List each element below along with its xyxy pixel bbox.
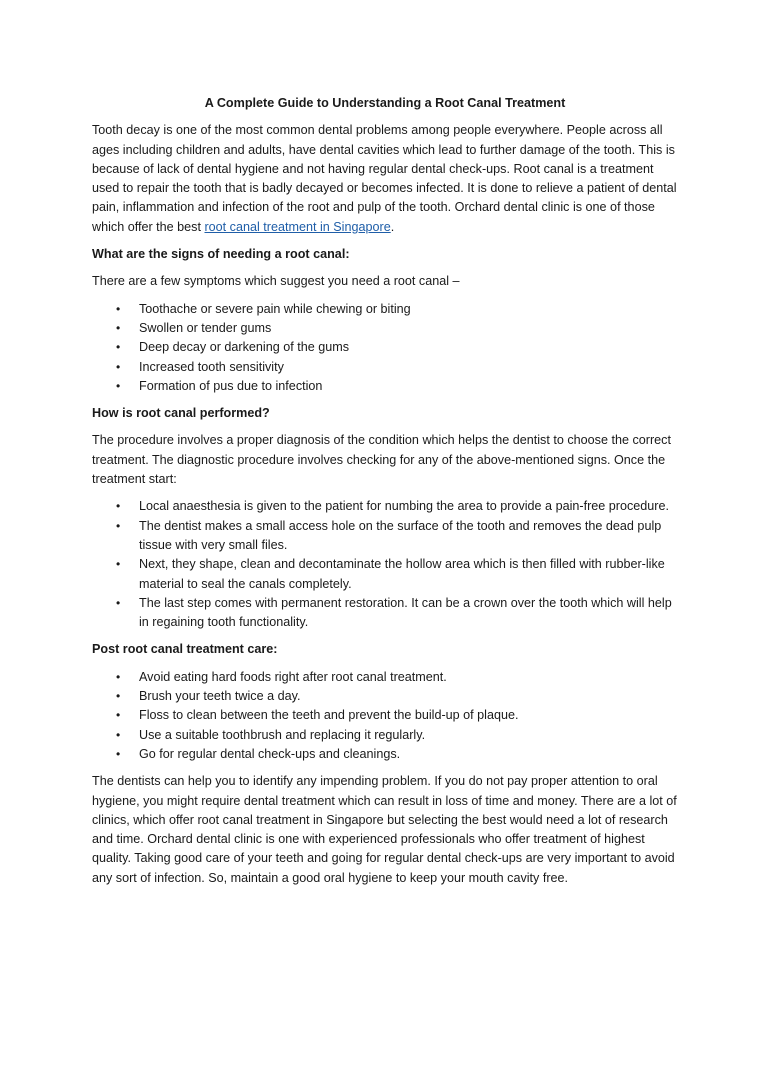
bullet-icon: • — [116, 301, 121, 316]
list-item: • Swollen or tender gums — [92, 319, 678, 338]
document-page — [92, 94, 678, 896]
bullet-icon: • — [116, 746, 121, 761]
list-item: • Go for regular dental check-ups and cleanings. — [92, 745, 678, 764]
bullet-icon: • — [116, 708, 121, 723]
signs-lead: There are a few symptoms which suggest you need a root canal – — [92, 274, 460, 289]
bullet-icon: • — [116, 320, 121, 335]
procedure-lead: The procedure involves a proper diagnosis of the condition which helps the dentist to choose the correct treatment. The diagnostic procedure involves checking for any of the above-mentioned signs. Once the treatment start: — [92, 433, 671, 487]
list-item: • Local anaesthesia is given to the patient for numbing the area to provide a pain-free procedure. — [92, 497, 678, 516]
procedure-list — [92, 497, 678, 632]
bullet-icon: • — [116, 340, 121, 355]
signs-heading: What are the signs of needing a root canal: — [92, 247, 350, 262]
signs-list — [92, 300, 678, 396]
list-item: • The last step comes with permanent restoration. It can be a crown over the tooth which will help in regaining tooth functionality. — [116, 595, 672, 630]
bullet-icon: • — [116, 499, 121, 514]
bullet-icon: • — [116, 557, 121, 572]
procedure-heading: How is root canal performed? — [92, 406, 270, 421]
intro-text: Tooth decay is one of the most common dental problems among people everywhere. People across all ages including children and adults, have dental cavities which lead to further damage of the tooth. This is because of lack of dental hygiene and not having regular dental check-ups. Root canal is a treatment used to repair the tooth that is badly decayed or becomes infected. It is done to relieve a patient of dental pain, inflammation and infection of the root and pulp of the tooth. Orchard dental clinic is one of those which offer the best — [92, 123, 677, 234]
bullet-icon: • — [116, 518, 121, 533]
bullet-icon: • — [116, 595, 121, 610]
list-item: • Toothache or severe pain while chewing or biting — [92, 300, 678, 319]
bullet-icon: • — [116, 689, 121, 704]
list-item: • Use a suitable toothbrush and replacing it regularly. — [92, 726, 678, 745]
bullet-icon: • — [116, 669, 121, 684]
aftercare-list — [92, 668, 678, 764]
intro-paragraph — [92, 121, 678, 237]
root-canal-singapore-link[interactable]: root canal treatment in Singapore — [204, 219, 391, 234]
bullet-icon: • — [116, 378, 121, 393]
list-item: • Brush your teeth twice a day. — [92, 687, 678, 706]
list-item: • Floss to clean between the teeth and prevent the build-up of plaque. — [92, 706, 678, 725]
bullet-icon: • — [116, 727, 121, 742]
bullet-icon: • — [116, 359, 121, 374]
conclusion-paragraph: The dentists can help you to identify any impending problem. If you do not pay proper attention to oral hygiene, you might require dental treatment which can result in loss of time and money. There are a lot of clinics, which offer root canal treatment in Singapore but selecting the best would need a lot of research and time. Orchard dental clinic is one with experienced professionals who offer treatment of highest quality. Taking good care of your teeth and going for regular dental check-ups are very important to avoid any sort of infection. So, maintain a good oral hygiene to keep your mouth cavity free. — [92, 774, 677, 885]
list-item: • Increased tooth sensitivity — [92, 358, 678, 377]
list-item: • Deep decay or darkening of the gums — [92, 338, 678, 357]
list-item: • Next, they shape, clean and decontaminate the hollow area which is then filled with rubber-like material to seal the canals completely. — [116, 557, 665, 591]
document-title: A Complete Guide to Understanding a Root Canal Treatment — [204, 96, 566, 110]
aftercare-heading: Post root canal treatment care: — [92, 642, 278, 657]
intro-after-link: . — [390, 219, 395, 234]
list-item: • Avoid eating hard foods right after root canal treatment. — [92, 668, 678, 687]
list-item: • Formation of pus due to infection — [92, 377, 678, 396]
list-item: • The dentist makes a small access hole on the surface of the tooth and removes the dead pulp tissue with very small files. — [116, 518, 662, 552]
